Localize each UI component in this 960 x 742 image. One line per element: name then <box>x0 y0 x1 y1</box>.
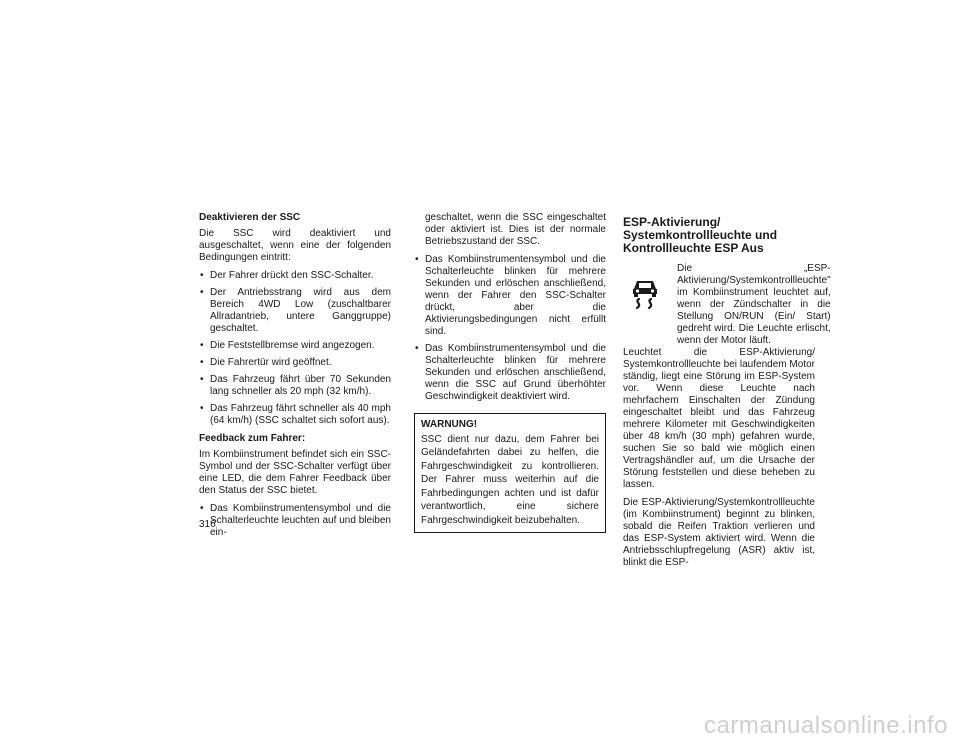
feedback-list-continued <box>414 254 606 403</box>
list-item: • Das Fahrzeug fährt schneller als 40 mph (64 km/h) (SSC schaltet sich sofort aus). <box>199 403 391 427</box>
column-middle <box>414 212 606 533</box>
warning-title: WARNUNG! <box>421 419 478 430</box>
esp-paragraph-2: Die ESP-Aktivierung/Systemkontrollleuchte (im Kombiinstrument) beginnt zu blinken, sobald die Reifen Traktion verlieren und das ESP-System aktiviert wird. Wenn die Antriebsschlupfregelung (ASR) aktiv ist, blinkt die ESP- <box>623 497 815 568</box>
list-item: • Das Kombiinstrumentensymbol und die Schalterleuchte leuchten auf und bleiben ein- <box>199 503 391 539</box>
section-heading-ssc-deactivation: Deaktivieren der SSC <box>199 212 301 223</box>
feedback-list <box>199 503 391 539</box>
page-number: 316 <box>199 519 216 530</box>
section-heading-feedback: Feedback zum Fahrer: <box>199 433 306 444</box>
esp-paragraph-1: Leuchtet die ESP-Aktivierung/ Systemkontrollleuchte bei laufendem Motor ständig, liegt eine Störung im ESP-System vor. Wenn diese Leuchte nach mehrfachem Einschalten der Zündung eingeschaltet bleibt und das Fahrzeug mehrere Kilometer mit Geschwindigkeiten über 48 km/h (30 mph) gefahren wurde, suchen Sie so bald wie möglich einen Vertragshändler auf, um die Ursache der Störung feststellen und diese beheben zu lassen. <box>623 347 815 490</box>
list-item: • Das Kombiinstrumentensymbol und die Schalterleuchte blinken für mehrere Sekunden und erlöschen anschließend, wenn der Fahrer den SSC-Schalter drückt, aber die Aktivierungsbedingungen nicht erfüllt sind. <box>414 254 606 338</box>
intro-paragraph: Die SSC wird deaktiviert und ausgeschaltet, wenn eine der folgenden Bedingungen eintritt: <box>199 228 391 263</box>
list-item: • Die Fahrertür wird geöffnet. <box>199 357 391 369</box>
icon-description: Die „ESP-Aktivierung/Systemkontrollleuchte" im Kombiinstrument leuchtet auf, wenn der Zündschalter in die Stellung ON/RUN (Ein/ Start) gedreht wird. Die Leuchte erlischt, wenn der Motor läuft. <box>677 263 831 346</box>
watermark: carmanualsonline.info <box>704 712 948 739</box>
list-item: • Der Fahrer drückt den SSC-Schalter. <box>199 270 391 282</box>
list-item: • Die Feststellbremse wird angezogen. <box>199 340 391 352</box>
feedback-paragraph: Im Kombiinstrument befindet sich ein SSC-Symbol und der SSC-Schalter verfügt über eine LED, die dem Fahrer Feedback über den Status der SSC bietet. <box>199 449 391 496</box>
icon-row <box>623 263 831 347</box>
warning-text: SSC dient nur dazu, dem Fahrer bei Geländefahrten dabei zu helfen, die Fahrgeschwindigkeit zu kontrollieren. Der Fahrer muss weiterhin auf die Fahrbedingungen achten und ist dafür verantwortlich, eine sichere Fahrgeschwindigkeit beizubehalten. <box>421 433 599 526</box>
list-item: • Das Kombiinstrumentensymbol und die Schalterleuchte blinken für mehrere Sekunden und erlöschen anschließend, wenn die SSC auf Grund überhöhter Geschwindigkeit deaktiviert wird. <box>414 343 606 403</box>
esp-skid-car-icon <box>623 263 667 347</box>
column-left <box>199 212 391 545</box>
warning-box <box>414 413 606 533</box>
condition-list <box>199 270 391 427</box>
continued-bullet-text: geschaltet, wenn die SSC eingeschaltet oder aktiviert ist. Dies ist der normale Betriebszustand der SSC. <box>425 212 606 247</box>
section-heading-esp: ESP-Aktivierung/ Systemkontrollleuchte und Kontrollleuchte ESP Aus <box>623 215 778 255</box>
column-right <box>623 215 831 569</box>
list-item: • Der Antriebsstrang wird aus dem Bereich 4WD Low (zuschaltbarer Allradantrieb, untere Ganggruppe) geschaltet. <box>199 287 391 335</box>
list-item: • Das Fahrzeug fährt über 70 Sekunden lang schneller als 20 mph (32 km/h). <box>199 374 391 398</box>
